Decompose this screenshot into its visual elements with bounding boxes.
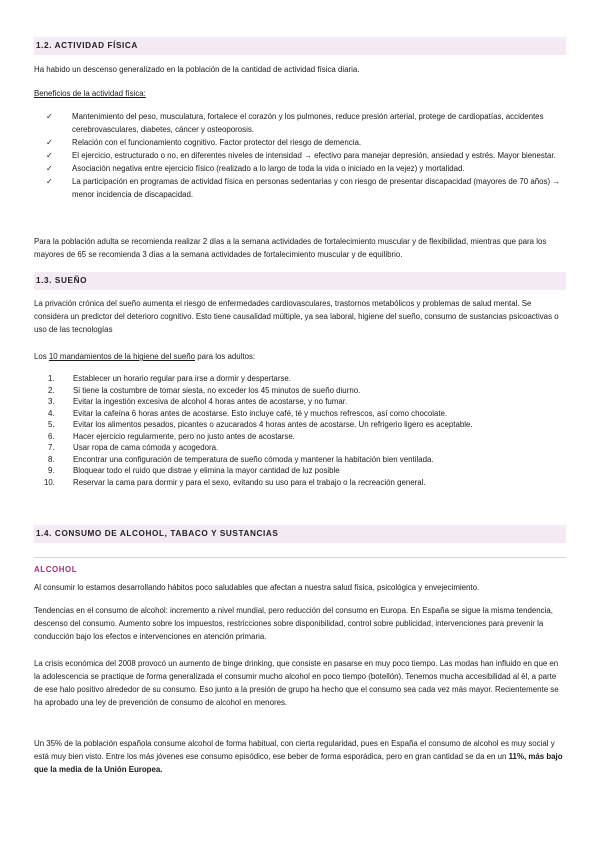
sueno-intro: La privación crónica del sueño aumenta el riesgo de enfermedades cardiovasculares, trastornos metabólicos y problemas de salud mental. Se considera un predictor del deterioro cognitivo. Esto tiene causalidad múltiple, ya sea laboral, higiene del sueño, consumo de sustancias psicoactivas o uso de las tecnologías: [34, 299, 559, 334]
list-item: 8. Encontrar una configuración de temperatura de sueño cómoda y mantener la habitación bien ventilada.: [48, 454, 434, 464]
sleep-rules-list: [34, 373, 566, 488]
check-icon: ✓: [46, 164, 53, 173]
list-item: ✓ Mantenimiento del peso, musculatura, fortalece el corazón y los pulmones, reduce presión arterial, protege de cardiopatías, accidentes cerebrovasculares, diabetes, cáncer y osteoporosis.: [46, 112, 544, 134]
list-item: 4. Evitar la cafeína 6 horas antes de acostarse. Esto incluye café, té y muchos refrescos, así como chocolate.: [48, 408, 448, 418]
alcohol-p3: La crisis económica del 2008 provocó un aumento de binge drinking, que consiste en pasarse en muy poco tiempo. Las modas han influido en que en la adolescencia se practique de forma generalizada el consumir mucho alcohol en poco tiempo (botellón). Tenemos mucha accesibilidad al él, a parte de ese halo positivo alrededor de su consumo. Eso junto a la presión de grupo ha hecho que el consumo sea cada vez más mayor. Recientemente se ha aprobado una ley de prevención de consumo de alcohol en menores.: [34, 659, 559, 707]
check-icon: ✓: [46, 138, 53, 147]
list-item: 9. Bloquear todo el ruido que distrae y elimina la mayor cantidad de luz posible: [48, 466, 340, 475]
list-item: 7. Usar ropa de cama cómoda y acogedora.: [48, 443, 219, 452]
list-item: 6. Hacer ejercicio regularmente, pero no justo antes de acostarse.: [48, 431, 295, 441]
benefits-list: [34, 110, 566, 201]
list-item: 10. Reservar la cama para dormir y para el sexo, evitando su uso para el trabajo o la recreación general.: [44, 477, 426, 487]
check-icon: ✓: [46, 177, 53, 186]
check-icon: ✓: [46, 112, 53, 121]
mandamientos-link-text: 10 mandamientos de la higiene del sueño: [48, 352, 196, 361]
list-item: 1. Establecer un horario regular para irse a dormir y despertarse.: [48, 374, 291, 383]
section-divider: [34, 557, 566, 558]
alcohol-subheading: ALCOHOL: [34, 565, 78, 574]
list-item: ✓ Relación con el funcionamiento cognitivo. Factor protector del riesgo de demencia.: [46, 138, 362, 147]
alcohol-p2: Tendencias en el consumo de alcohol: incremento a nivel mundial, pero reducción del consumo en Europa. En España se sigue la misma tendencia, descenso del consumo. Aumento sobre los impuestos, restricciones sobre disponibilidad, control sobre publicidad, intervenciones para prevenir la conducción bajo los efectos e intervenciones en atención primaria.: [34, 606, 553, 641]
alcohol-p4: Un 35% de la población española consume alcohol de forma habitual, con cierta regularidad, pues en España el consumo de alcohol es muy social y está muy bien visto. Entre los más jóvenes ese consumo episódico, ese beber de forma esporádica, pero en gran cantidad se da en un 11%, más bajo que la media de la Unión Europea.: [34, 739, 563, 774]
alcohol-p1: Al consumir lo estamos desarrollando hábitos poco saludables que afectan a nuestra salud física, psicológica y envejecimiento.: [34, 583, 480, 592]
check-icon: ✓: [46, 151, 53, 160]
list-item: ✓ La participación en programas de actividad física en personas sedentarias y con riesgo de presentar discapacidad (mayores de 70 años) → menor incidencia de discapacidad.: [46, 177, 561, 199]
section-heading-sueno: 1.3. SUEÑO: [34, 272, 566, 290]
sueno-list-lead: Los 10 mandamientos de la higiene del sueño para los adultos:: [34, 352, 256, 361]
benefits-title: Beneficios de la actividad física:: [34, 89, 146, 98]
list-item: 3. Evitar la ingestión excesiva de alcohol 4 horas antes de acostarse, y no fumar.: [48, 397, 348, 406]
list-item: ✓ El ejercicio, estructurado o no, en diferentes niveles de intensidad → efectivo para manejar depresión, ansiedad y estrés. Mayor bienestar.: [46, 151, 556, 160]
actividad-recommendation: Para la población adulta se recomienda realizar 2 días a la semana actividades de fortalecimiento muscular y de flexibilidad, mientras que para los mayores de 65 se recomienda 3 días a la semana actividades de fortalecimiento muscular y de equilibrio.: [34, 237, 547, 259]
actividad-intro: Ha habido un descenso generalizado en la población de la cantidad de actividad física diaria.: [34, 65, 360, 74]
list-item: 5. Evitar los alimentos pesados, picantes o azucarados 4 horas antes de acostarse. Un refrigerio ligero es aceptable.: [48, 420, 473, 429]
list-item: ✓ Asociación negativa entre ejercicio físico (realizado a lo largo de toda la vida o iniciado en la vejez) y mortalidad.: [46, 164, 465, 173]
section-heading-consumo: 1.4. CONSUMO DE ALCOHOL, TABACO Y SUSTANCIAS: [34, 525, 566, 543]
list-item: 2. Si tiene la costumbre de tomar siesta, no exceder los 45 minutos de sueño diurno.: [48, 385, 361, 395]
section-heading-actividad-fisica: 1.2. ACTIVIDAD FÍSICA: [34, 37, 566, 55]
